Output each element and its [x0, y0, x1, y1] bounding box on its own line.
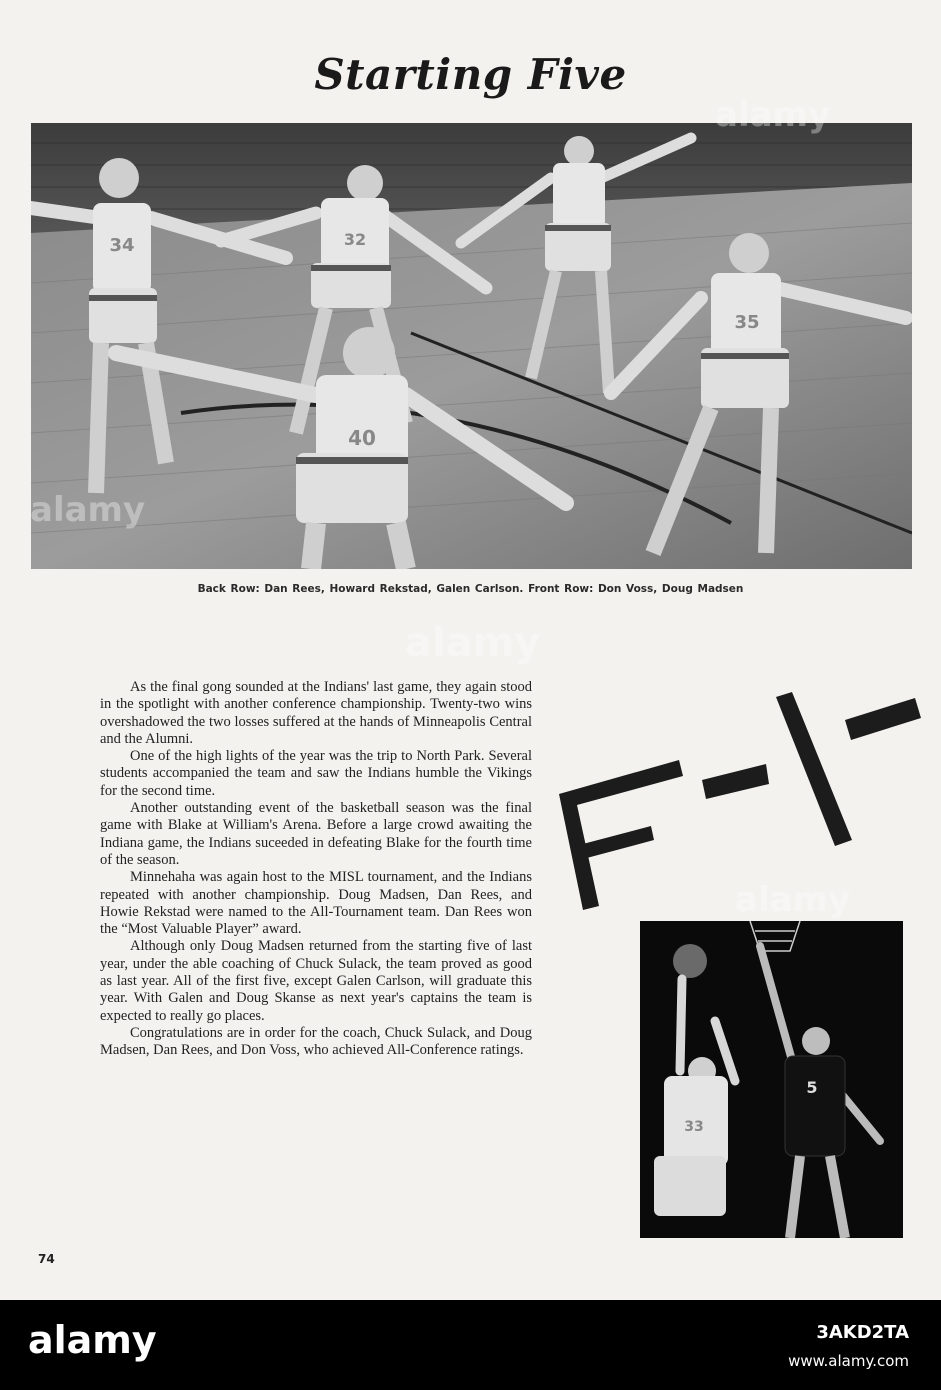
team-photo [31, 123, 912, 569]
action-photo-illustration [640, 921, 903, 1238]
jersey-number: 34 [109, 235, 135, 256]
jersey-number: 33 [684, 1119, 704, 1135]
page-number: 74 [38, 1252, 55, 1266]
watermark: alamy [405, 620, 541, 666]
image-id: 3AKD2TA [816, 1322, 909, 1343]
paragraph: Although only Doug Madsen returned from the starting five of last year, under the able coaching of Chuck Sulack, the team proved as good as last year. All of the first five, except Galen Carlson, will graduate this year. With Galen and Doug Skanse as next year's captains the team is expected to really go places. [100, 938, 532, 1024]
jersey-number: 32 [343, 230, 367, 249]
stock-footer [0, 1300, 941, 1390]
watermark: alamy [735, 880, 851, 920]
watermark: alamy [30, 490, 146, 530]
photo-caption: Back Row: Dan Rees, Howard Rekstad, Galen Carlson. Front Row: Don Voss, Doug Madsen [197, 583, 744, 595]
jersey-number: 40 [348, 426, 376, 450]
watermark: alamy [715, 95, 831, 135]
team-photo-illustration [31, 123, 912, 569]
paragraph: Another outstanding event of the basketball season was the final game with Blake at William's Arena. Before a large crowd awaiting the Indiana game, the Indians suceeded in defeating Blake for the fourth time of the season. [100, 800, 532, 868]
alamy-logo: alamy [28, 1318, 157, 1362]
fl-graphic [545, 680, 935, 920]
jersey-number: 5 [806, 1078, 818, 1097]
paragraph: Congratulations are in order for the coach, Chuck Sulack, and Doug Madsen, Dan Rees, and Don Voss, who achieved All-Conference ratings. [100, 1024, 532, 1059]
article-body [100, 679, 532, 1060]
jersey-number: 35 [734, 312, 760, 333]
action-photo [640, 921, 903, 1238]
paragraph: Minnehaha was again host to the MISL tournament, and the Indians repeated with another championship. Doug Madsen, Dan Rees, and Howie Rekstad were named to the All-Tournament team. Dan Rees won the “Most Valuable Player” award. [100, 869, 532, 938]
page-title: Starting Five [314, 50, 627, 99]
paragraph: One of the high lights of the year was the trip to North Park. Several students accompanied the team and saw the Indians humble the Vikings for the second time. [100, 748, 532, 799]
paragraph: As the final gong sounded at the Indians' last game, they again stood in the spotlight with another conference championship. Twenty-two wins overshadowed the two losses suffered at the hands of Minneapolis Central and the Alumni. [100, 679, 532, 747]
site-url: www.alamy.com [788, 1352, 909, 1370]
